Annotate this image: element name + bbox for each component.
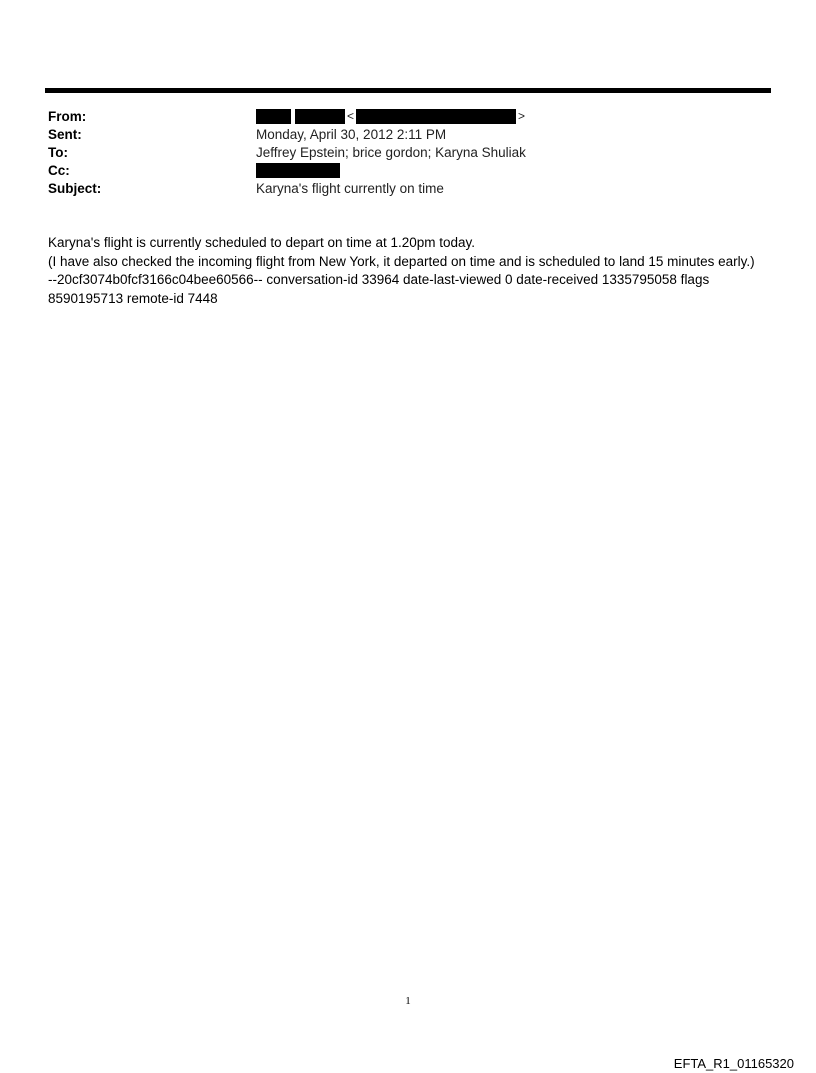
subject-label: Subject: — [48, 180, 102, 196]
to-value: Jeffrey Epstein; brice gordon; Karyna Shuliak — [256, 144, 526, 160]
from-value — [256, 109, 527, 124]
body-line: 8590195713 remote-id 7448 — [48, 290, 218, 306]
from-label: From: — [48, 108, 87, 124]
email-headers — [48, 107, 768, 197]
email-body — [48, 234, 778, 308]
redaction-block — [256, 163, 340, 178]
subject-value: Karyna's flight currently on time — [256, 180, 444, 196]
to-row — [48, 143, 768, 161]
sent-label: Sent: — [48, 126, 82, 142]
cc-value — [256, 163, 340, 178]
redaction-block — [295, 109, 345, 124]
body-line: (I have also checked the incoming flight from New York, it departed on time and is scheduled to land 15 minutes early.) — [48, 253, 755, 269]
cc-label: Cc: — [48, 162, 70, 178]
redaction-block — [256, 109, 291, 124]
sent-row — [48, 125, 768, 143]
redaction-block — [356, 109, 516, 124]
page-number: 1 — [405, 995, 411, 1007]
sent-value: Monday, April 30, 2012 2:11 PM — [256, 126, 447, 142]
body-line: --20cf3074b0fcf3166c04bee60566-- conversation-id 33964 date-last-viewed 0 date-received 1335795058 flags — [48, 272, 710, 287]
to-label: To: — [48, 144, 68, 160]
from-lt: < — [347, 109, 355, 123]
from-gt: > — [518, 109, 526, 123]
header-rule — [45, 88, 771, 93]
subject-row — [48, 179, 768, 197]
body-line: Karyna's flight is currently scheduled to depart on time at 1.20pm today. — [48, 235, 476, 250]
from-row — [48, 107, 768, 125]
cc-row — [48, 161, 768, 179]
document-id: EFTA_R1_01165320 — [673, 1056, 794, 1071]
